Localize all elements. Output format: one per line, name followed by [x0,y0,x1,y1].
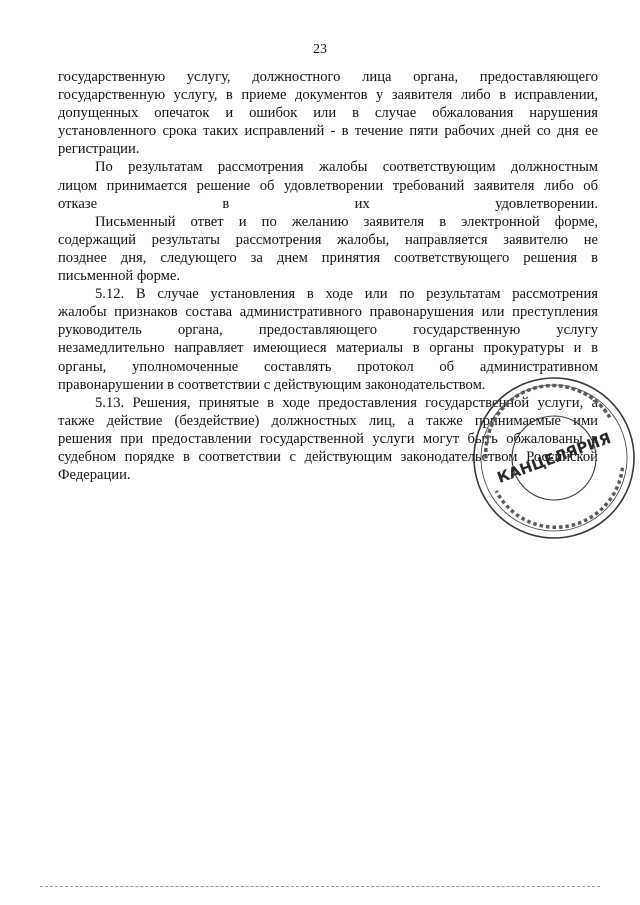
paragraph-line: По результатам рассмотрения жалобы соответствующим должностным [95,159,598,176]
stamp-seal-graphic [468,372,640,544]
paragraph-line: письменной форме. [58,268,181,285]
paragraph-line: государственную услугу, должностного лица органа, предоставляющего [58,69,598,85]
paragraph-line: содержащий результаты рассмотрения жалобы, направляется заявителю не [58,231,598,248]
paragraph-line: отказе в их удовлетворении. [58,195,598,212]
paragraph-line: допущенных опечаток и ошибок или в случае обжалования нарушения [58,105,598,122]
paragraph-line: государственную услугу, в приеме документов у заявителя либо в исправлении, [58,87,598,104]
paragraph-line: 5.13. Решения, принятые в ходе предоставления государственной услуги, а [95,394,598,411]
paragraph-line: решения при предоставлении государственной услуги могут быть обжалованы в [58,430,598,447]
paragraph-line: жалобы признаков состава административного правонарушения или преступления [58,304,598,321]
paragraph-line: 5.12. В случае установления в ходе или по результатам рассмотрения [95,286,598,303]
paragraph-line: органы, уполномоченные составлять протокол об административном [58,358,598,375]
stamp-center-text: КАНЦЕЛЯРИЯ [494,429,614,487]
page-number: 23 [313,42,327,57]
paragraph-line: позднее дня, следующего за днем принятия соответствующего решения в [58,249,598,266]
paragraph-line: установленного срока таких исправлений - в течение пяти рабочих дней со дня ее [58,123,598,140]
paragraph-line: Федерации. [58,467,131,484]
paragraph-line: лицом принимается решение об удовлетворении требований заявителя либо об [58,177,598,194]
page-bottom-edge [40,886,600,887]
paragraph-line: руководитель органа, предоставляющего государственную услугу [58,322,598,339]
paragraph-line: правонарушении в соответствии с действующим законодательством. [58,376,486,393]
paragraph-line: Письменный ответ и по желанию заявителя в электронной форме, [95,213,598,230]
paragraph-line: также действие (бездействие) должностных лиц, а также принимаемые ими [58,412,598,429]
paragraph-line: незамедлительно направляет имеющиеся материалы в органы прокуратуры и в [58,340,598,357]
official-stamp [468,372,640,544]
paragraph-line: регистрации. [58,141,140,158]
paragraph-line: судебном порядке в соответствии с действующим законодательством Российской [58,448,598,465]
